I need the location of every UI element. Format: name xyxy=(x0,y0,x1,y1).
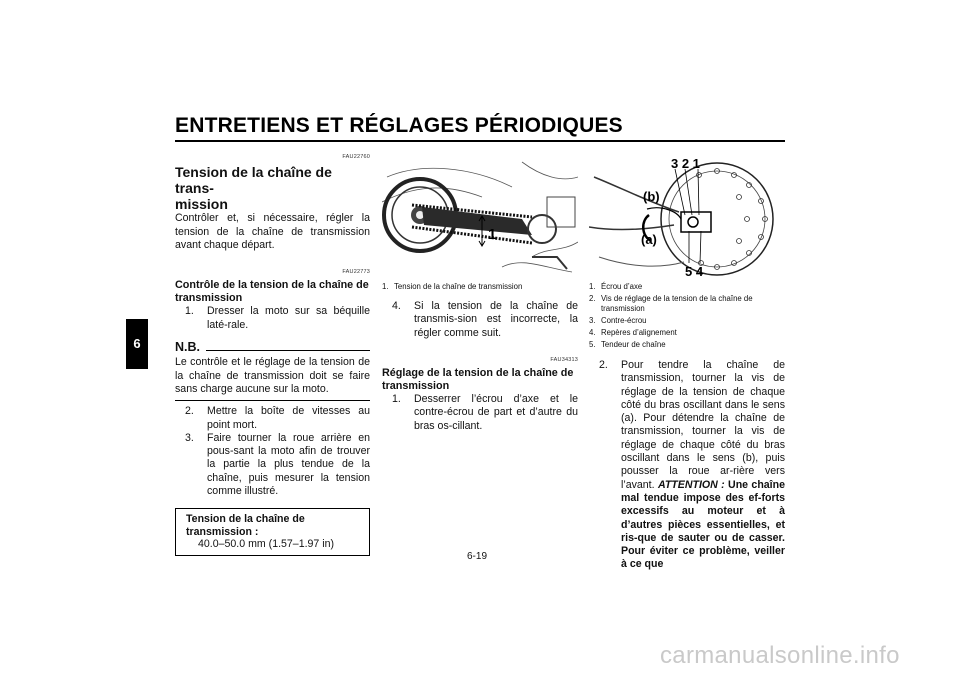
photo-callout-1: 1 xyxy=(488,226,497,243)
step-text: Pour tendre la chaîne de transmission, tourner la vis de réglage de la tension de chaque côté du bras oscillant dans le sens (a). Pour détendre la chaîne de transmission, tourner la vis de réglage de chaque côté du bras oscillant dans le sens (b), puis pousser la roue ar-rière vers l’avant. xyxy=(621,359,785,491)
section-heading xyxy=(175,164,370,212)
chapter-tab: 6 xyxy=(126,319,148,369)
caption-text: Tension de la chaîne de transmission xyxy=(394,282,523,291)
list-item xyxy=(382,393,578,433)
caption-item xyxy=(589,294,785,314)
chain-tension-photo xyxy=(382,157,578,278)
list-item xyxy=(382,300,578,340)
page-number: 6-19 xyxy=(467,551,488,562)
list-item-text: Faire tourner la roue arrière en pous-sant la moto afin de trouver la partie la plus tendue de la chaîne, puis mesurer la tension comme illustré. xyxy=(207,431,370,498)
list-item-number: 2. xyxy=(185,405,194,418)
photo-callout-b: (b) xyxy=(643,189,660,204)
reference-code: FAU34313 xyxy=(550,356,578,363)
caption-item xyxy=(589,316,785,326)
list-item-text: Mettre la boîte de vitesses au point mort. xyxy=(207,405,370,431)
note-text: Le contrôle et le réglage de la tension de la chaîne de transmission doit se faire sans charge aucune sur la moto. xyxy=(175,356,370,395)
spec-title: Tension de la chaîne de transmission : xyxy=(186,513,305,538)
caption-number: 5. xyxy=(589,340,596,349)
caption-item xyxy=(382,282,578,292)
caption-item xyxy=(589,328,785,338)
column-1 xyxy=(175,151,370,556)
caption-text: Contre-écrou xyxy=(601,316,647,325)
attention-label: ATTENTION : xyxy=(657,478,725,491)
caption-number: 4. xyxy=(589,328,596,337)
photo-callout-top: 3 2 1 xyxy=(671,157,700,171)
photo-callout-bottom: 5 4 xyxy=(685,264,704,278)
caption-number: 2. xyxy=(589,294,596,303)
list-item-text xyxy=(621,359,785,572)
photo-callout-a: (a) xyxy=(641,232,657,247)
caption-number: 1. xyxy=(589,282,596,291)
list-item xyxy=(589,359,785,572)
note-label: N.B. xyxy=(175,340,200,355)
attention-text: Une chaîne mal tendue impose des ef-forts excessifs au moteur et à d’autres pièces essentielles, et ris-que de sauter ou de casser. Pour éviter ce problème, veiller à ce que xyxy=(621,478,785,571)
header-rule xyxy=(175,140,785,142)
section-heading-line-2: mission xyxy=(175,196,228,213)
caption-text: Tendeur de chaîne xyxy=(601,340,666,349)
caption-text: Vis de réglage de la tension de la chaîne de transmission xyxy=(601,294,753,313)
subsection-heading: Contrôle de la tension de la chaîne de transmission xyxy=(175,279,369,305)
section-heading-line-1: Tension de la chaîne de trans- xyxy=(175,164,332,197)
reference-code: FAU22760 xyxy=(342,154,370,160)
list-item-number: 1. xyxy=(392,393,401,406)
reference-code: FAU22773 xyxy=(342,269,370,276)
list-item-text: Dresser la moto sur sa béquille laté-rale. xyxy=(207,305,370,331)
note-end-rule xyxy=(175,400,370,401)
list-item-number: 2. xyxy=(599,359,608,371)
list-item xyxy=(175,305,370,332)
list-item-number: 3. xyxy=(185,431,194,444)
list-item xyxy=(175,432,370,498)
note-title xyxy=(175,341,370,354)
column-3 xyxy=(589,282,785,572)
caption-item xyxy=(589,282,785,292)
list-item xyxy=(175,405,370,432)
subsection-heading: Réglage de la tension de la chaîne de transmission xyxy=(382,367,574,393)
list-item-text: Desserrer l’écrou d’axe et le contre-écrou de part et d’autre du bras os-cillant. xyxy=(414,393,578,432)
spec-value: 40.0–50.0 mm (1.57–1.97 in) xyxy=(198,538,335,551)
watermark: carmanualsonline.info xyxy=(660,642,900,669)
page-header-title: ENTRETIENS ET RÉGLAGES PÉRIODIQUES xyxy=(175,114,623,137)
note-rule xyxy=(206,350,370,351)
photo-chain-tension xyxy=(382,157,578,278)
column-2 xyxy=(382,282,578,433)
caption-text: Écrou d’axe xyxy=(601,282,643,291)
list-item-number: 1. xyxy=(185,305,194,318)
caption-item xyxy=(589,340,785,350)
caption-number: 3. xyxy=(589,316,596,325)
spec-box xyxy=(175,508,370,556)
list-item-text: Si la tension de la chaîne de transmis-sion est incorrecte, la régler comme suit. xyxy=(414,300,578,339)
caption-number: 1. xyxy=(382,282,389,291)
intro-paragraph: Contrôler et, si nécessaire, régler la tension de la chaîne de transmission avant chaque départ. xyxy=(175,212,370,251)
chain-adjuster-photo xyxy=(589,157,785,278)
list-item-number: 4. xyxy=(392,300,401,312)
photo-chain-adjuster xyxy=(589,157,785,278)
caption-text: Repères d’alignement xyxy=(601,328,677,337)
